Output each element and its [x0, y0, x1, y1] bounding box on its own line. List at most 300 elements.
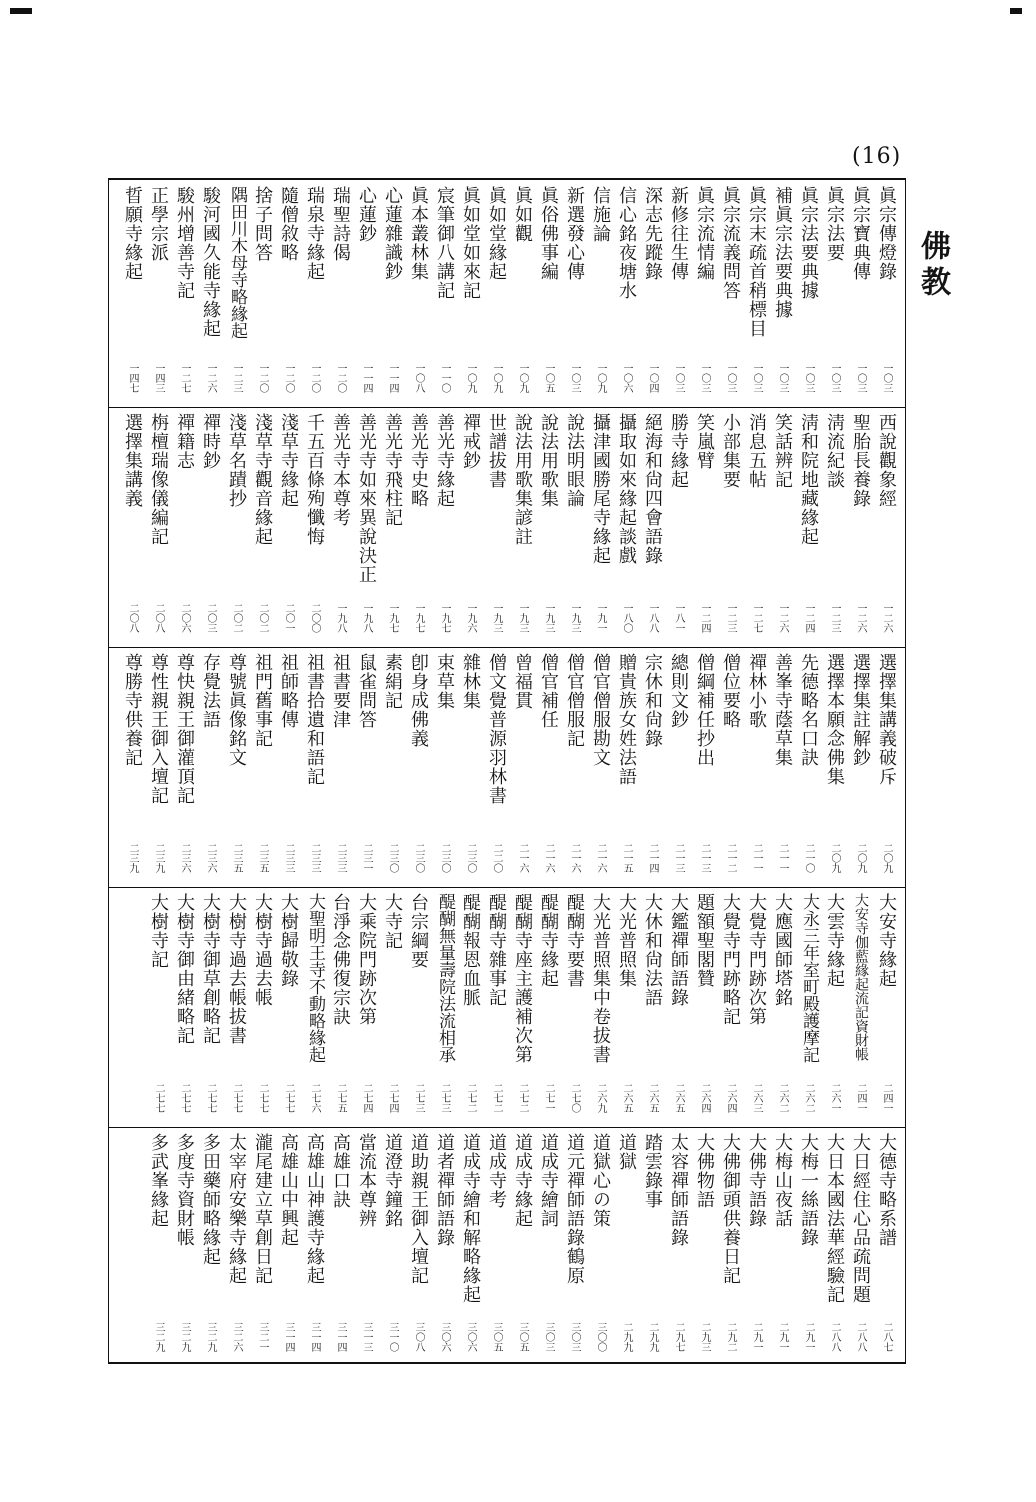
entry-title: 贈貴族女姓法語: [616, 653, 637, 786]
entry-title: 僧官僧服勘文: [590, 653, 611, 767]
entry-page-number: 二九一: [751, 1322, 762, 1352]
index-entry: [121, 653, 144, 883]
entry-title: 大樹寺記: [148, 893, 169, 969]
index-entry: [407, 186, 430, 403]
index-entry: [537, 413, 560, 643]
entry-page-number: 三〇五: [517, 1322, 528, 1352]
index-entry: [693, 186, 716, 403]
entry-title: 大樹寺過去帳拔書: [226, 893, 247, 1045]
entry-title: 尊快親王御灌頂記: [174, 653, 195, 805]
index-entry: [667, 893, 690, 1123]
entry-page-number: 一〇八: [413, 363, 424, 393]
entry-page-number: 三二九: [153, 1322, 164, 1352]
entry-title: 大永三年室町殿護摩記: [799, 893, 819, 1063]
entry-title: 僧綱補任抄出: [694, 653, 715, 767]
entry-page-number: 一二〇: [283, 363, 294, 393]
entry-title: 正學宗派: [148, 186, 169, 262]
index-entry: [563, 653, 586, 883]
index-entry: [511, 893, 534, 1123]
entry-title: 尊勝寺供養記: [122, 653, 143, 767]
entry-title: 醍醐寺緣起: [538, 893, 559, 988]
entry-title: 雜林集: [460, 653, 481, 710]
entry-page-number: 三一〇: [387, 1322, 398, 1352]
entry-page-number: 三二一: [257, 1322, 268, 1352]
entry-title: 僧位要略: [720, 653, 741, 729]
entry-page-number: 二三五: [257, 843, 268, 873]
index-entry: [147, 893, 170, 1123]
index-entry: [589, 653, 612, 883]
entry-title: 選擇本願念佛集: [824, 653, 845, 786]
index-entry: [589, 186, 612, 403]
index-entry: [459, 186, 482, 403]
entry-title: 眞宗末疏首稍標目: [746, 186, 767, 338]
entry-title: 大梅一絲語錄: [798, 1133, 819, 1247]
entry-page-number: 二六五: [647, 1083, 658, 1113]
entry-page-number: 一〇三: [673, 363, 684, 393]
entry-page-number: 二六三: [751, 1083, 762, 1113]
index-entry: [303, 186, 326, 403]
entry-page-number: 二〇八: [127, 603, 138, 633]
entry-page-number: 一〇九: [517, 363, 528, 393]
entry-title: 多度寺資財帳: [174, 1133, 195, 1247]
entry-title: 醍醐寺雜事記: [486, 893, 507, 1007]
entry-title: 選擇集講義破斥: [876, 653, 897, 786]
entry-title: 絕海和尙四會語錄: [642, 413, 663, 565]
index-entry: [407, 413, 430, 643]
entry-title: 眞宗流情編: [694, 186, 715, 281]
entry-page-number: 一二六: [855, 603, 866, 633]
entry-title: 素絹記: [382, 653, 403, 710]
index-entry: [199, 893, 222, 1123]
index-entry: [225, 1133, 248, 1362]
entry-title: 眞如觀: [512, 186, 533, 243]
entry-page-number: 三〇六: [465, 1322, 476, 1352]
entry-title: 僧官補任: [538, 653, 559, 729]
entry-page-number: 二〇三: [205, 603, 216, 633]
index-entry: [485, 893, 508, 1123]
entry-page-number: 三二六: [231, 1322, 242, 1352]
index-entry: [849, 186, 872, 403]
index-entry: [875, 186, 898, 403]
entry-page-number: 一〇三: [751, 363, 762, 393]
index-entry: [511, 1133, 534, 1362]
entry-title: 曾福貫: [512, 653, 533, 710]
entry-page-number: 二一六: [569, 843, 580, 873]
index-entry: [433, 893, 456, 1123]
entry-page-number: 二〇八: [153, 603, 164, 633]
entry-page-number: 一九三: [491, 603, 502, 633]
entry-page-number: 二一五: [621, 843, 632, 873]
entry-page-number: 一〇三: [569, 363, 580, 393]
entry-page-number: 二七七: [231, 1083, 242, 1113]
entry-title: 千五百條殉懺悔: [304, 413, 325, 546]
entry-title: 善光寺如來異說決正: [356, 413, 377, 584]
index-entry: [381, 413, 404, 643]
entry-page-number: 一二〇: [335, 363, 346, 393]
entry-title: 駿河國久能寺緣起: [200, 186, 221, 338]
index-entry: [589, 413, 612, 643]
entry-page-number: 一八〇: [621, 603, 632, 633]
entry-page-number: 二三〇: [387, 843, 398, 873]
index-entry: [485, 653, 508, 883]
entry-title: 大樹寺御草創略記: [200, 893, 221, 1045]
index-entry: [849, 413, 872, 643]
index-entry: [147, 653, 170, 883]
entry-title: 捨子問答: [252, 186, 273, 262]
entry-page-number: 二〇一: [283, 603, 294, 633]
entry-title: 道澄寺鐘銘: [382, 1133, 403, 1228]
entry-title: 說法用歌集諺註: [512, 413, 533, 546]
entry-page-number: 一二四: [803, 603, 814, 633]
entry-page-number: 二一二: [725, 843, 736, 873]
entry-title: 鼠雀問答: [356, 653, 377, 729]
entry-page-number: 二三五: [231, 843, 242, 873]
entry-title: 醍醐寺座主護補次第: [512, 893, 533, 1064]
entry-title: 題額聖閣贊: [694, 893, 715, 988]
entry-title: 禪時鈔: [200, 413, 221, 470]
index-entry: [251, 653, 274, 883]
entry-page-number: 二四一: [881, 1083, 892, 1113]
index-band-5: [108, 1127, 906, 1366]
entry-title: 道者禪師語錄: [434, 1133, 455, 1247]
entry-title: 善光寺飛柱記: [382, 413, 403, 527]
entry-page-number: 二六五: [673, 1083, 684, 1113]
entry-page-number: 二九三: [699, 1322, 710, 1352]
entry-title: 道元禪師語錄鶴原: [564, 1133, 585, 1285]
index-band-2: [108, 407, 906, 647]
entry-title: 大雲寺緣起: [824, 893, 845, 988]
index-entry: [251, 893, 274, 1123]
index-entry: [589, 1133, 612, 1362]
entry-title: 淸流紀談: [824, 413, 845, 489]
index-entry: [719, 413, 742, 643]
entry-page-number: 二七四: [361, 1083, 372, 1113]
entry-title: 大光普照集中卷拔書: [590, 893, 611, 1064]
index-entry: [875, 413, 898, 643]
entry-page-number: 三〇六: [439, 1322, 450, 1352]
index-entry: [537, 186, 560, 403]
entry-title: 笑話辨記: [772, 413, 793, 489]
entry-title: 大寺記: [382, 893, 403, 950]
index-entry: [849, 1133, 872, 1362]
entry-page-number: 二六四: [725, 1083, 736, 1113]
entry-page-number: 一九三: [517, 603, 528, 633]
entry-title: 禪籍志: [174, 413, 195, 470]
entry-page-number: 二〇九: [829, 843, 840, 873]
index-entry: [329, 186, 352, 403]
index-entry: [511, 413, 534, 643]
entry-page-number: 二七七: [205, 1083, 216, 1113]
entry-title: 存覺法語: [200, 653, 221, 729]
index-entry: [459, 1133, 482, 1362]
entry-page-number: 一九七: [413, 603, 424, 633]
index-entry: [641, 1133, 664, 1362]
index-entry: [797, 1133, 820, 1362]
index-entry: [797, 186, 820, 403]
index-entry: [849, 893, 872, 1123]
index-entry: [745, 413, 768, 643]
index-entry: [147, 186, 170, 403]
entry-page-number: 三〇五: [491, 1322, 502, 1352]
entry-title: 道成寺緣起: [512, 1133, 533, 1228]
entry-page-number: 二九二: [725, 1322, 736, 1352]
index-entry: [355, 1133, 378, 1362]
entry-page-number: 二九七: [673, 1322, 684, 1352]
index-entry: [563, 893, 586, 1123]
index-entry: [433, 413, 456, 643]
entry-page-number: 二一三: [673, 843, 684, 873]
entry-title: 大應國師塔銘: [772, 893, 793, 1007]
entry-page-number: 一九七: [387, 603, 398, 633]
entry-page-number: 三一四: [335, 1322, 346, 1352]
index-entry: [823, 893, 846, 1123]
entry-page-number: 二〇二: [257, 603, 268, 633]
index-entry: [615, 1133, 638, 1362]
entry-page-number: 三一四: [309, 1322, 320, 1352]
index-entry: [407, 893, 430, 1123]
index-entry: [719, 653, 742, 883]
entry-page-number: 二七六: [309, 1083, 320, 1113]
entry-page-number: 二八八: [855, 1322, 866, 1352]
index-entry: [381, 893, 404, 1123]
entry-page-number: 二七七: [283, 1083, 294, 1113]
index-entry: [797, 653, 820, 883]
section-title: 佛教: [915, 230, 950, 302]
entry-title: 祖書拾遺和語記: [304, 653, 325, 786]
entry-page-number: 二九一: [777, 1322, 788, 1352]
index-entry: [745, 893, 768, 1123]
index-entry: [667, 653, 690, 883]
index-entry: [771, 186, 794, 403]
index-entry: [225, 893, 248, 1123]
index-entry: [667, 413, 690, 643]
entry-page-number: 二三九: [153, 843, 164, 873]
entry-page-number: 二〇九: [881, 843, 892, 873]
entry-page-number: 一〇三: [725, 363, 736, 393]
entry-title: 宗休和尙錄: [642, 653, 663, 748]
entry-page-number: 二六二: [803, 1083, 814, 1113]
entry-title: 善光寺本尊考: [330, 413, 351, 527]
entry-page-number: 三一四: [283, 1322, 294, 1352]
index-entry: [277, 186, 300, 403]
index-entry: [485, 186, 508, 403]
entry-title: 淺草名蹟抄: [226, 413, 247, 508]
entry-page-number: 一〇九: [465, 363, 476, 393]
entry-title: 大乘院門跡次第: [356, 893, 377, 1026]
entry-page-number: 二一六: [517, 843, 528, 873]
entry-page-number: 二七〇: [569, 1083, 580, 1113]
entry-page-number: 一二七: [751, 603, 762, 633]
index-entry: [511, 653, 534, 883]
entry-title: 眞宗寶典傳: [850, 186, 871, 281]
entry-page-number: 二三六: [179, 843, 190, 873]
index-entry: [329, 653, 352, 883]
index-entry: [225, 653, 248, 883]
entry-title: 笑嵐臂: [694, 413, 715, 470]
entry-title: 攝津國勝尾寺緣起: [590, 413, 611, 565]
index-entry: [199, 653, 222, 883]
index-entry: [251, 1133, 274, 1362]
entry-page-number: 一二七: [179, 363, 190, 393]
entry-title: 栴檀瑞像儀編記: [148, 413, 169, 546]
entry-title: 聖胎長養錄: [850, 413, 871, 508]
scan-edge-mark-right: [1010, 8, 1022, 14]
index-band-3: [108, 647, 906, 887]
entry-title: 深志先蹤錄: [642, 186, 663, 281]
index-entry: [329, 1133, 352, 1362]
entry-title: 踏雲錄事: [642, 1133, 663, 1209]
index-entry: [797, 893, 820, 1123]
entry-page-number: 二三一: [361, 843, 372, 873]
entry-title: 西說觀象經: [876, 413, 897, 508]
index-entry: [485, 1133, 508, 1362]
index-entry: [563, 1133, 586, 1362]
index-entry: [407, 653, 430, 883]
entry-title: 太宰府安樂寺緣起: [226, 1133, 247, 1285]
entry-page-number: 二九九: [621, 1322, 632, 1352]
entry-title: 大日本國法華經驗記: [824, 1133, 845, 1304]
entry-title: 高雄口訣: [330, 1133, 351, 1209]
index-entry: [121, 413, 144, 643]
entry-page-number: 一〇九: [595, 363, 606, 393]
entry-page-number: 二一六: [543, 843, 554, 873]
entry-title: 大休和尙法語: [642, 893, 663, 1007]
entry-page-number: 二四一: [855, 1083, 866, 1113]
entry-title: 高雄山神護寺緣起: [304, 1133, 325, 1285]
index-entry: [771, 1133, 794, 1362]
entry-page-number: 一八一: [673, 603, 684, 633]
entry-page-number: 一九六: [465, 603, 476, 633]
index-entry: [615, 653, 638, 883]
entry-page-number: 二七五: [335, 1083, 346, 1113]
index-entry: [693, 653, 716, 883]
entry-page-number: 一二〇: [257, 363, 268, 393]
entry-title: 眞宗法要: [824, 186, 845, 262]
index-entry: [303, 413, 326, 643]
entry-title: 太容禪師語錄: [668, 1133, 689, 1247]
entry-page-number: 二七二: [465, 1083, 476, 1113]
entry-title: 道成寺繪詞: [538, 1133, 559, 1228]
index-entry: [771, 653, 794, 883]
index-table: [108, 178, 906, 1364]
entry-page-number: 一九八: [361, 603, 372, 633]
entry-page-number: 二三三: [335, 843, 346, 873]
index-entry: [745, 1133, 768, 1362]
entry-title: 小部集要: [720, 413, 741, 489]
entry-page-number: 一〇三: [855, 363, 866, 393]
index-entry: [797, 413, 820, 643]
index-entry: [433, 653, 456, 883]
entry-title: 大德寺略系譜: [876, 1133, 897, 1247]
index-entry: [329, 893, 352, 1123]
index-entry: [537, 653, 560, 883]
entry-page-number: 二六九: [595, 1083, 606, 1113]
index-entry: [173, 413, 196, 643]
index-entry: [667, 186, 690, 403]
index-entry: [381, 1133, 404, 1362]
entry-title: 大覺寺門跡略記: [720, 893, 741, 1026]
entry-title: 台淨念佛復宗訣: [330, 893, 351, 1026]
index-entry: [277, 1133, 300, 1362]
entry-title: 大佛寺語錄: [746, 1133, 767, 1228]
index-entry: [875, 653, 898, 883]
index-entry: [225, 186, 248, 403]
index-entry: [641, 653, 664, 883]
entry-title: 瀧尾建立草創日記: [252, 1133, 273, 1285]
index-entry: [355, 893, 378, 1123]
index-entry: [303, 893, 326, 1123]
index-entry: [485, 413, 508, 643]
entry-title: 新選發心傳: [564, 186, 585, 281]
index-entry: [823, 1133, 846, 1362]
entry-title: 僧文覺普源羽林書: [486, 653, 507, 805]
index-entry: [693, 413, 716, 643]
entry-title: 選擇集講義: [122, 413, 143, 508]
index-entry: [641, 186, 664, 403]
entry-title: 善光寺史略: [408, 413, 429, 508]
index-entry: [459, 653, 482, 883]
entry-title: 醍醐無量壽院法流相承: [435, 893, 455, 1063]
index-entry: [277, 413, 300, 643]
index-entry: [381, 186, 404, 403]
entry-page-number: 二九一: [803, 1322, 814, 1352]
entry-page-number: 二七二: [491, 1083, 502, 1113]
entry-page-number: 一二三: [829, 603, 840, 633]
entry-title: 多武峯緣起: [148, 1133, 169, 1228]
index-entry: [147, 413, 170, 643]
entry-title: 善峯寺蔭草集: [772, 653, 793, 767]
index-entry: [433, 186, 456, 403]
entry-page-number: 一〇五: [543, 363, 554, 393]
entry-title: 道成寺考: [486, 1133, 507, 1209]
index-entry: [355, 653, 378, 883]
entry-page-number: 二〇二: [231, 603, 242, 633]
entry-page-number: 一二六: [881, 603, 892, 633]
entry-page-number: 三〇〇: [595, 1322, 606, 1352]
entry-title: 高雄山中興起: [278, 1133, 299, 1247]
entry-title: 世譜拔書: [486, 413, 507, 489]
entry-page-number: 一〇六: [621, 363, 632, 393]
entry-page-number: 一二六: [777, 603, 788, 633]
index-band-1: [108, 180, 906, 407]
entry-title: 宸筆御八講記: [434, 186, 455, 300]
entry-page-number: 一九三: [569, 603, 580, 633]
entry-page-number: 二八八: [829, 1322, 840, 1352]
entry-title: 大梅山夜話: [772, 1133, 793, 1228]
entry-title: 眞宗流義問答: [720, 186, 741, 300]
index-entry: [199, 413, 222, 643]
entry-page-number: 一一〇: [439, 363, 450, 393]
index-entry: [303, 653, 326, 883]
entry-page-number: 二二〇: [491, 843, 502, 873]
entry-title: 大樹寺過去帳: [252, 893, 273, 1007]
entry-page-number: 二三六: [205, 843, 216, 873]
entry-title: 大樹歸敬錄: [278, 893, 299, 988]
entry-page-number: 一二六: [205, 363, 216, 393]
entry-page-number: 二三〇: [413, 843, 424, 873]
entry-page-number: 一〇三: [881, 363, 892, 393]
entry-title: 信心銘夜塘水: [616, 186, 637, 300]
entry-page-number: 一〇三: [777, 363, 788, 393]
entry-title: 淺草寺觀音緣起: [252, 413, 273, 546]
entry-title: 卽身成佛義: [408, 653, 429, 748]
index-entry: [251, 186, 274, 403]
entry-title: 信施論: [590, 186, 611, 243]
entry-title: 台宗綱要: [408, 893, 429, 969]
entry-title: 大光普照集: [616, 893, 637, 988]
entry-page-number: 二三三: [283, 843, 294, 873]
entry-title: 眞本叢林集: [408, 186, 429, 281]
